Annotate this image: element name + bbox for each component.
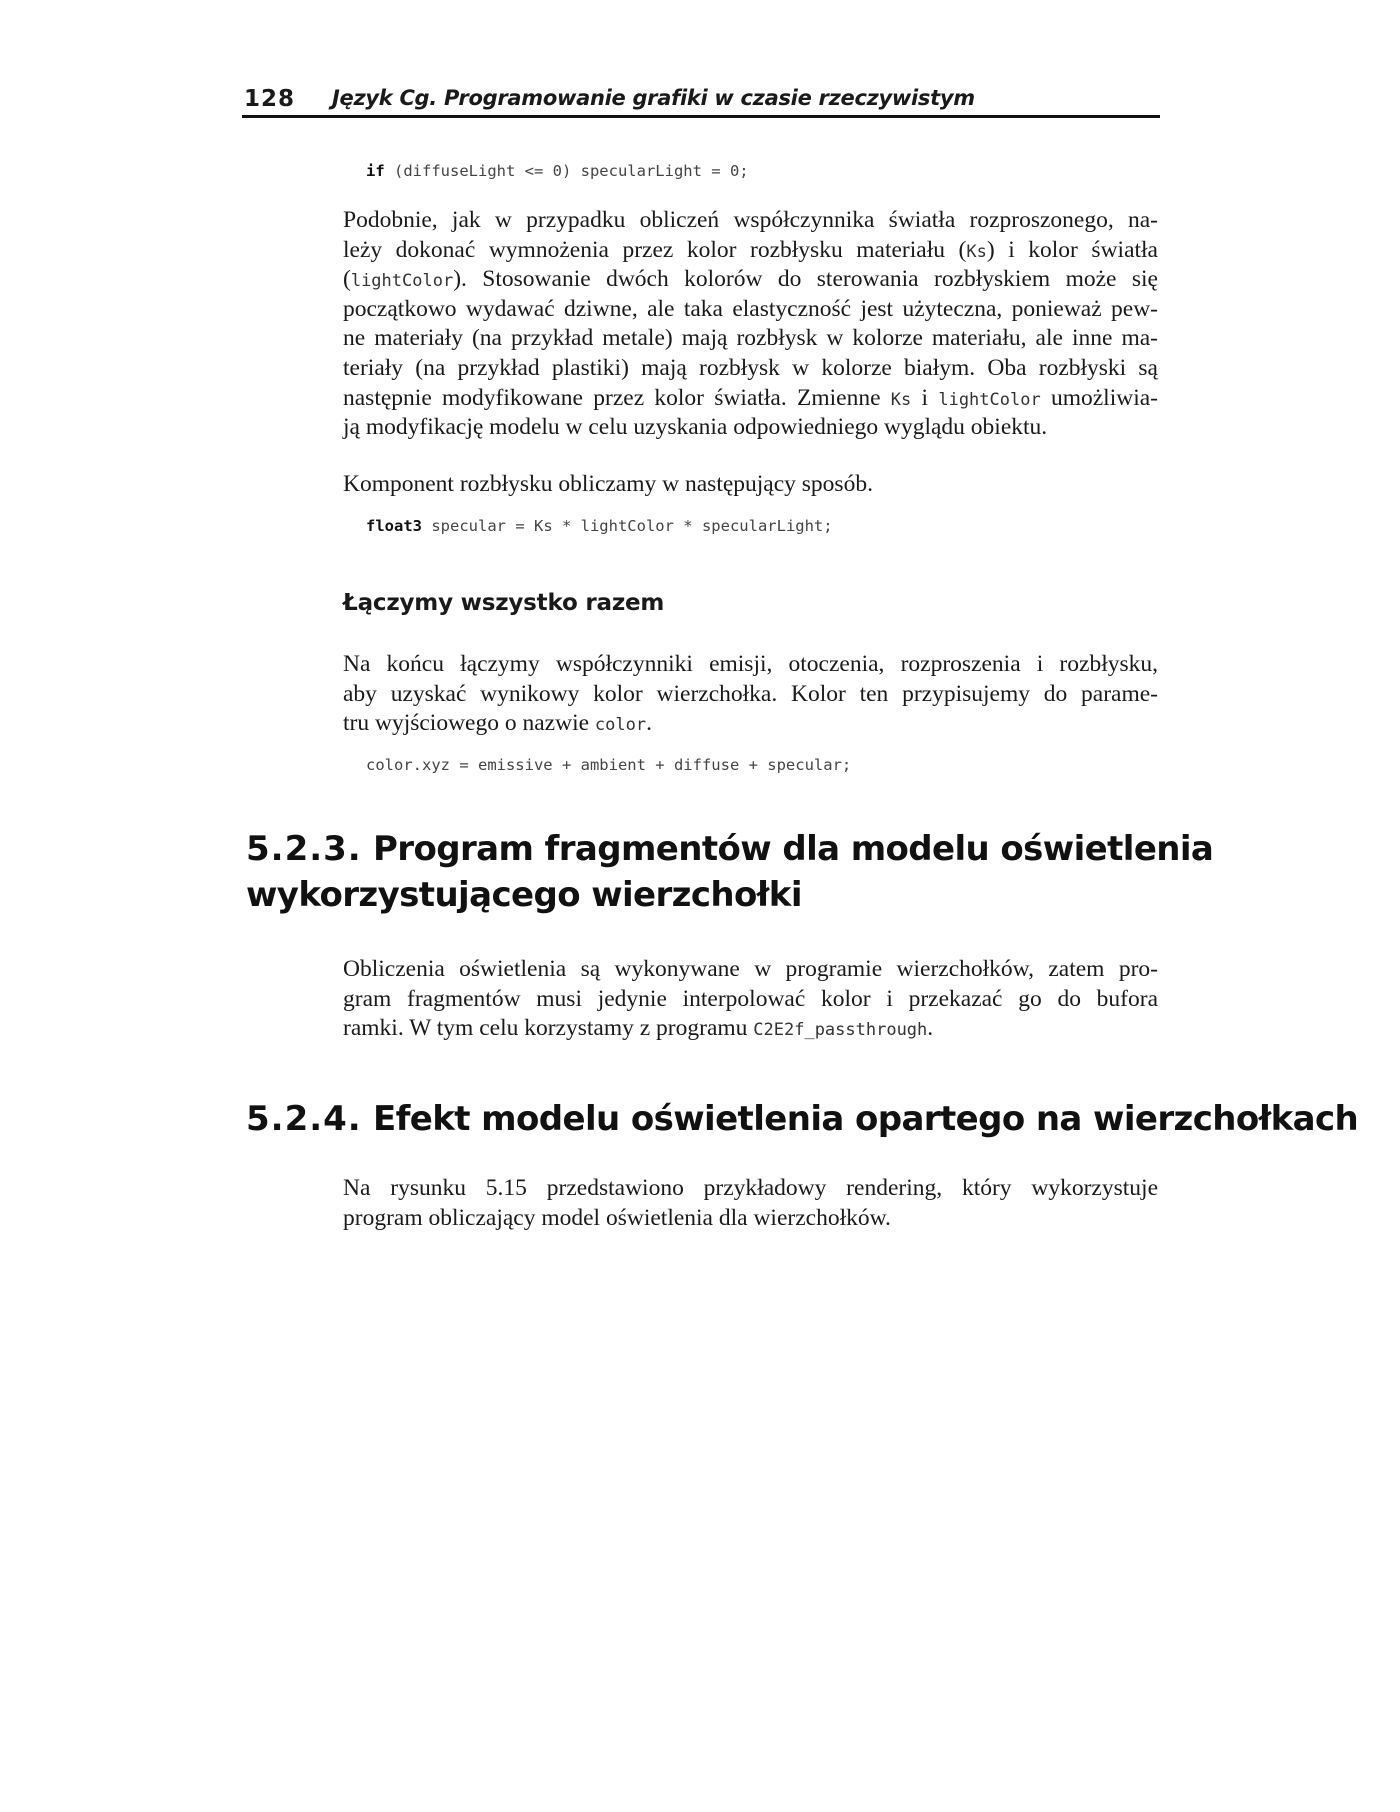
- inline-code: lightColor: [938, 389, 1041, 410]
- section-title-continued: wykorzystującego wierzchołki: [246, 875, 802, 915]
- text-line: teriały (na przykład plastiki) mają rozbłysk w kolorze białym. Oba rozbłyski są: [343, 354, 1158, 381]
- section-title: Program fragmentów dla modelu oświetlenia: [372, 829, 1214, 869]
- text-line: Podobnie, jak w przypadku obliczeń współczynnika światła rozproszonego, na-: [343, 207, 1158, 233]
- code-text: specular = Ks * lightColor * specularLight;: [422, 517, 833, 535]
- code-line-color: color.xyz = emissive + ambient + diffuse + specular;: [366, 756, 852, 774]
- paragraph-combine: [343, 650, 1158, 739]
- text-line: ją modyfikację modelu w celu uzyskania odpowiedniego wyglądu obiektu.: [343, 414, 1048, 441]
- code-line-specular: [366, 517, 833, 535]
- code-line-specular-check: [366, 162, 749, 180]
- text-line: początkowo wydawać dziwne, ale taka elastyczność jest użyteczna, ponieważ pew-: [343, 295, 1158, 322]
- section-heading-5-2-3: [246, 826, 1213, 918]
- inline-code: Ks: [966, 241, 987, 262]
- code-keyword: float3: [366, 517, 422, 535]
- page-number: 128: [244, 86, 296, 112]
- text-line: ne materiały (na przykład metale) mają rozbłysk w kolorze materiału, ale inne ma-: [343, 325, 1158, 352]
- paragraph-fragment-program: [343, 955, 1158, 1044]
- section-number: 5.2.3.: [246, 829, 362, 869]
- text-line: Na rysunku 5.15 przedstawiono przykładowy rendering, który wykorzystuje: [343, 1175, 1158, 1201]
- subheading: Łączymy wszystko razem: [343, 590, 665, 616]
- paragraph-specular-intro: [343, 470, 1158, 500]
- inline-code: lightColor: [350, 271, 454, 292]
- text-line: następnie modyfikowane przez kolor światła. Zmienne Ks i lightColor umożliwia-: [343, 384, 1158, 411]
- section-heading-5-2-4: [246, 1096, 1358, 1142]
- paragraph-specular-color: [343, 206, 1158, 443]
- inline-code: color: [594, 715, 647, 736]
- text-line: tru wyjściowego o nazwie color.: [343, 710, 652, 737]
- text-line: Komponent rozbłysku obliczamy w następujący sposób.: [343, 471, 873, 497]
- text-line: leży dokonać wymnożenia przez kolor rozbłysku materiału (Ks) i kolor światła: [343, 236, 1158, 263]
- running-title: Język Cg. Programowanie grafiki w czasie rzeczywistym: [332, 86, 975, 110]
- text-line: (lightColor). Stosowanie dwóch kolorów do sterowania rozbłyskiem może się: [343, 266, 1158, 293]
- text-line: Obliczenia oświetlenia są wykonywane w programie wierzchołków, zatem pro-: [343, 956, 1158, 982]
- section-title: Efekt modelu oświetlenia opartego na wierzchołkach: [372, 1099, 1359, 1139]
- text-line: gram fragmentów musi jedynie interpolować kolor i przekazać go do bufora: [343, 985, 1158, 1012]
- inline-code: C2E2f_passthrough: [753, 1020, 928, 1041]
- text-line: program obliczający model oświetlenia dla wierzchołków.: [343, 1204, 891, 1231]
- text-line: Na końcu łączymy współczynniki emisji, otoczenia, rozproszenia i rozbłysku,: [343, 651, 1158, 677]
- code-text: (diffuseLight <= 0) specularLight = 0;: [384, 162, 749, 180]
- inline-code: Ks: [890, 389, 912, 410]
- paragraph-rendering: [343, 1174, 1158, 1233]
- text-line: ramki. W tym celu korzystamy z programu C2E2f_passthrough.: [343, 1015, 934, 1042]
- section-number: 5.2.4.: [246, 1099, 362, 1139]
- page-header: [242, 84, 1160, 118]
- text-line: aby uzyskać wynikowy kolor wierzchołka. Kolor ten przypisujemy do parame-: [343, 680, 1158, 707]
- code-keyword: if: [366, 162, 385, 180]
